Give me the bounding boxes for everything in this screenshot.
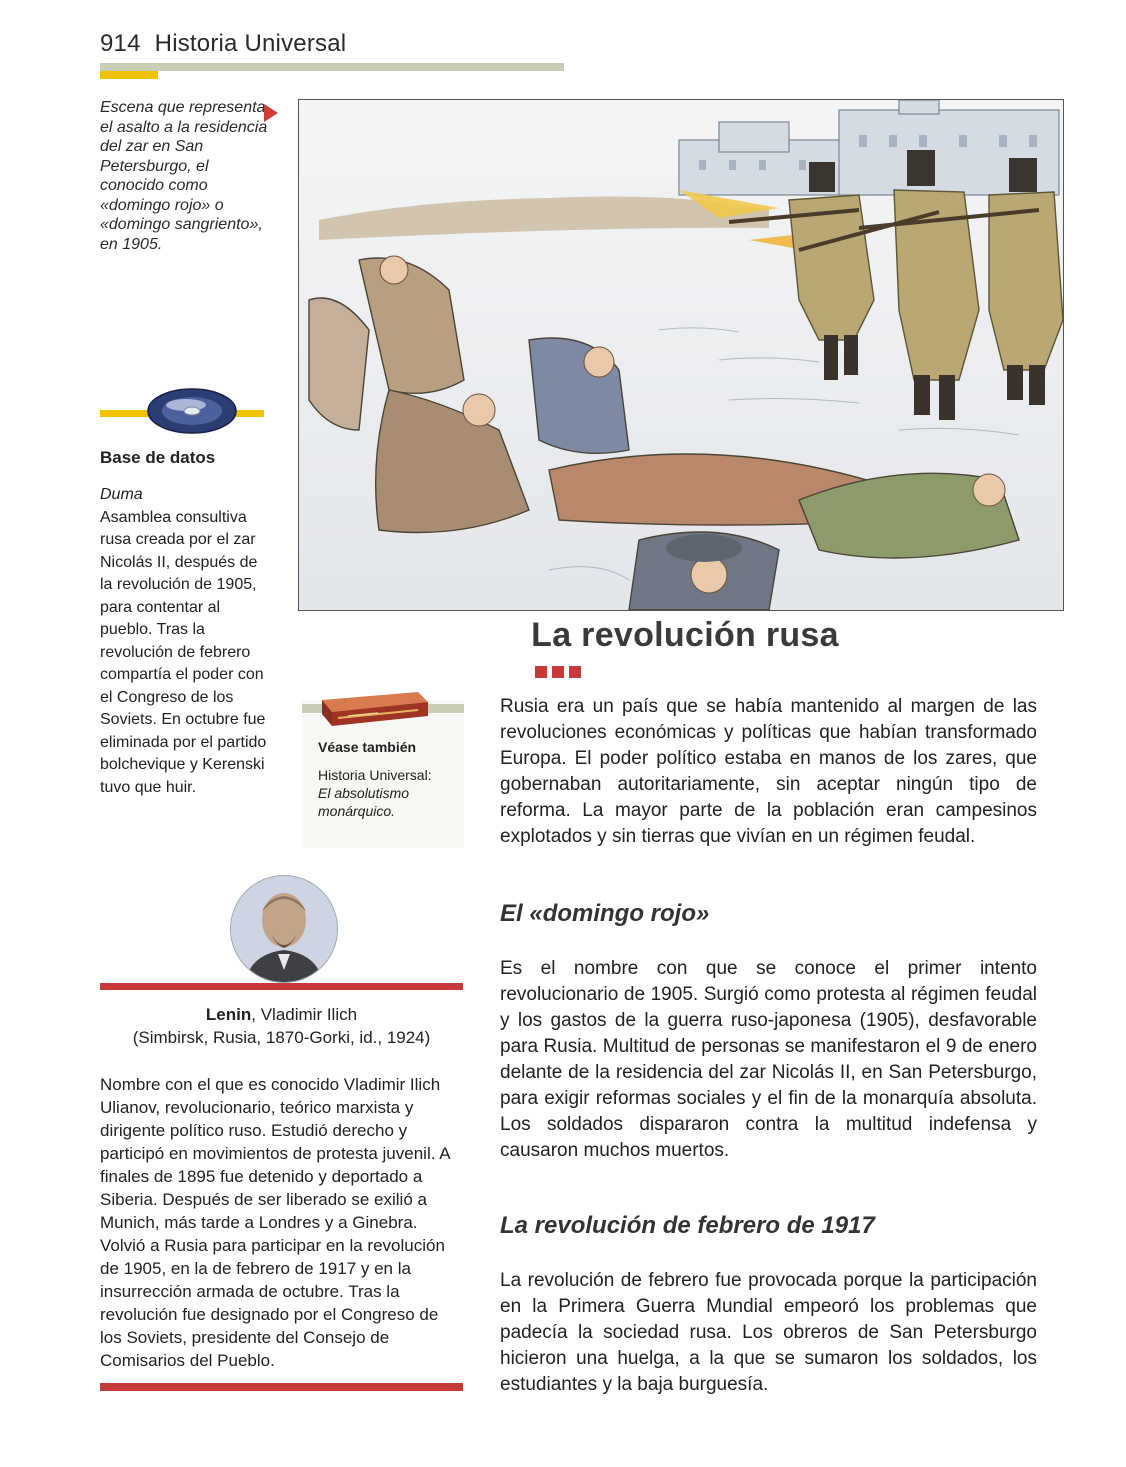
title-decoration <box>535 665 615 677</box>
illustration-caption: Escena que representa el asalto a la residencia del zar en San Petersburgo, el conocido como «domingo rojo» o «domingo sangriento», en 1905. <box>100 99 268 253</box>
database-term: Duma <box>100 486 143 503</box>
lenin-rule-bottom <box>100 1383 463 1391</box>
database-entry <box>100 484 268 799</box>
section-heading-domingo-rojo: El «domingo rojo» <box>500 900 710 927</box>
see-also-line1: Historia Universal: <box>318 767 432 783</box>
book-icon <box>318 688 430 733</box>
lenin-name <box>100 1005 463 1025</box>
lenin-dates: (Simbirsk, Rusia, 1870-Gorki, id., 1924) <box>132 1028 431 1047</box>
see-also-heading: Véase también <box>318 739 417 755</box>
section-heading-febrero-1917: La revolución de febrero de 1917 <box>500 1212 875 1239</box>
database-definition: Asamblea consultiva rusa creada por el zar Nicolás II, después de la revolución de 1905, para contentar al pueblo. Tras la revolución de febrero compartía el poder con el Congreso de los Soviets. En octubre fue eliminada por el partido bolchevique y Kerenski tuvo que huir. <box>100 508 267 796</box>
header-rule <box>100 63 564 71</box>
page-number: 914 <box>100 30 141 57</box>
page-header <box>100 30 346 58</box>
cd-disc-icon <box>146 385 238 442</box>
lenin-rule-top <box>100 983 463 990</box>
section-text-febrero-1917: La revolución de febrero fue provocada porque la participación en la Primera Guerra Mundial empeoró los problemas que padecía la sociedad rusa. Los obreros de San Petersburgo hicieron una huelga, a la que se sumaron los soldados, los estudiantes y la baja burguesía. <box>500 1270 1037 1395</box>
see-also-line2: El absolutismo monárquico. <box>318 785 410 819</box>
soldiers-firing-illustration <box>299 100 1063 610</box>
section-text-domingo-rojo: Es el nombre con que se conoce el primer intento revolucionario de 1905. Surgió como protesta al régimen feudal y los gastos de la guerra ruso-japonesa (1905), desfavorable para Rusia. Multitud de personas se manifestaron el 9 de enero delante de la residencia del zar Nicolás II, en San Petersburgo, para exigir reformas sociales y el fin de la monarquía absoluta. Los soldados dispararon contra la multitud indefensa y causaron muchos muertos. <box>500 958 1037 1161</box>
database-heading: Base de datos <box>100 448 216 467</box>
lenin-surname: Lenin <box>205 1005 252 1024</box>
main-illustration <box>298 99 1064 611</box>
caption-arrow-icon <box>264 104 278 122</box>
header-accent <box>100 71 158 79</box>
lenin-given-names: , Vladimir Ilich <box>251 1005 358 1024</box>
lenin-biography: Nombre con el que es conocido Vladimir Ilich Ulianov, revolucionario, teórico marxista y dirigente político ruso. Estudió derecho y participó en movimientos de protesta juvenil. A finales de 1895 fue detenido y deportado a Siberia. Después de ser liberado se exilió a Munich, más tarde a Londres y a Ginebra. Volvió a Rusia para participar en la revolución de 1905, en la de febrero de 1917 y en la insurrección armada de octubre. Tras la revolución fue designado por el Congreso de los Soviets, presidente del Consejo de Comisarios del Pueblo. <box>100 1075 450 1370</box>
page-title: La revolución rusa <box>531 616 839 654</box>
book-title: Historia Universal <box>154 30 347 57</box>
see-also-reference[interactable] <box>318 766 458 820</box>
portrait-photo <box>230 875 338 983</box>
intro-paragraph: Rusia era un país que se había mantenido al margen de las revoluciones económicas y políticas que habían transformado Europa. El poder político estaba en manos de los zares, que gobernaban autoritariamente, sin aceptar ningún tipo de reforma. La mayor parte de la población eran campesinos explotados y sin tierras que vivían en un régimen feudal. <box>500 696 1037 847</box>
